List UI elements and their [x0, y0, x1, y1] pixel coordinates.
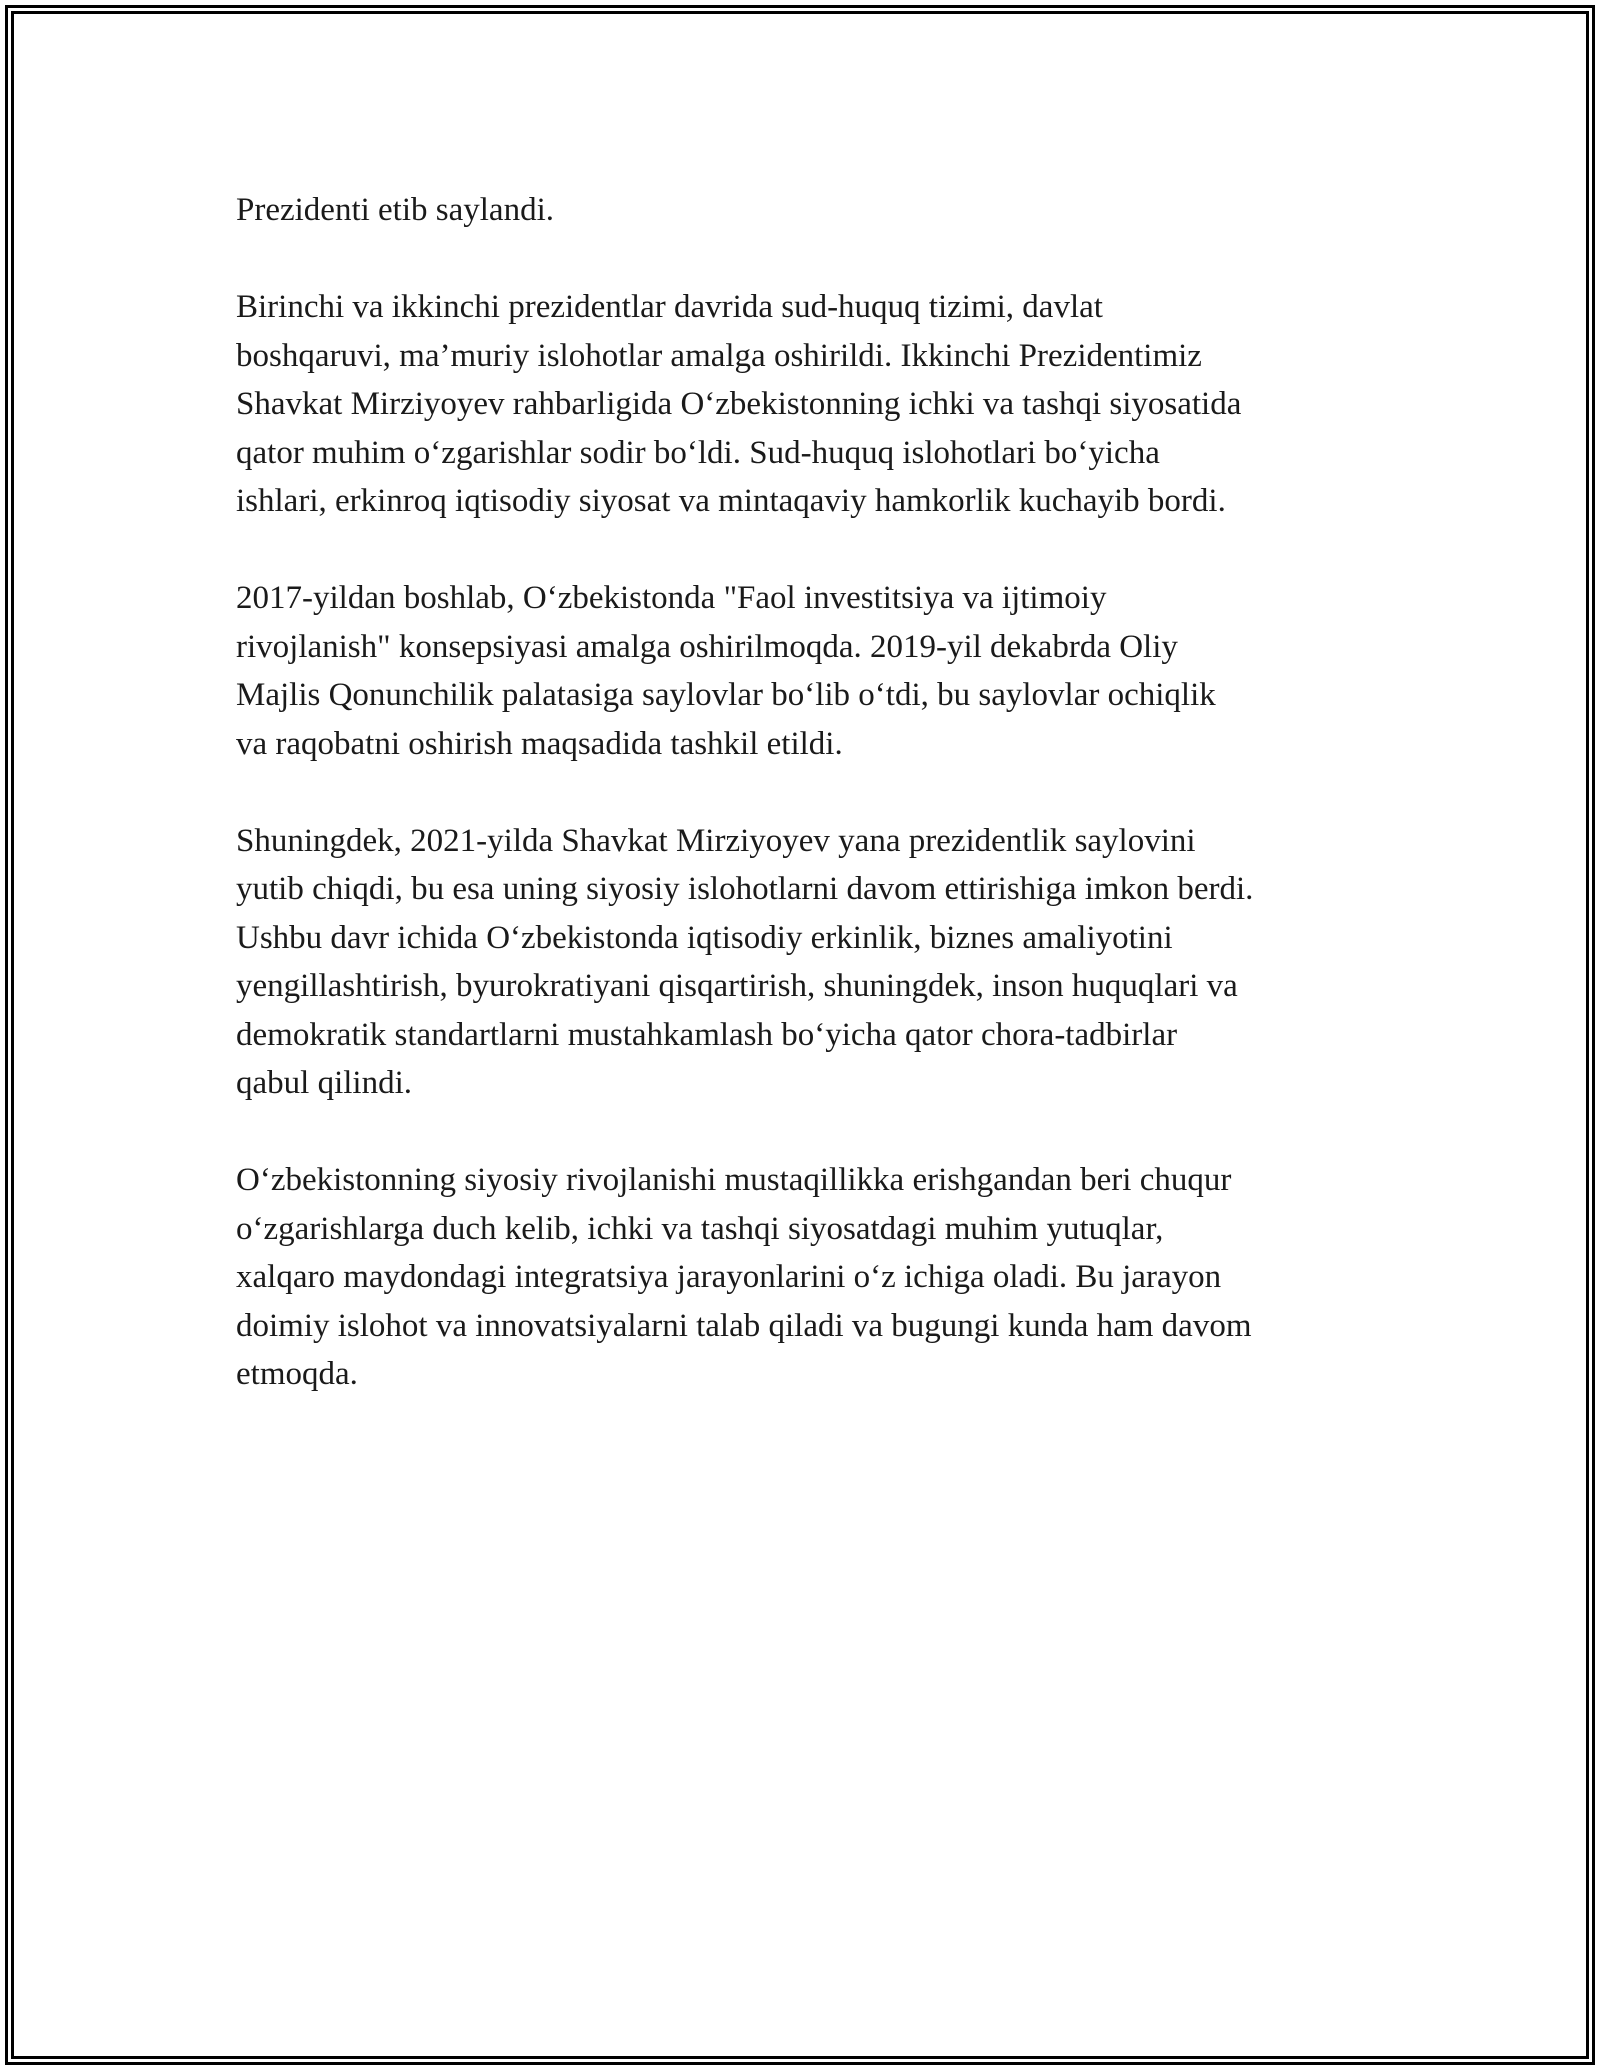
text-line: va raqobatni oshirish maqsadida tashkil etildi.	[236, 725, 843, 762]
document-body	[236, 186, 1386, 1447]
text-line: yutib chiqdi, bu esa uning siyosiy islohotlarni davom ettirishiga imkon berdi.	[236, 871, 1254, 907]
text-line: rivojlanish" konsepsiyasi amalga oshirilmoqda. 2019-yil dekabrda Oliy	[236, 628, 1178, 665]
text-line: Majlis Qonunchilik palatasiga saylovlar bo‘lib o‘tdi, bu saylovlar ochiqlik	[236, 677, 1216, 713]
paragraph-1	[236, 186, 1386, 235]
paragraph-2	[236, 283, 1386, 526]
paragraph-3	[236, 574, 1386, 768]
text-line: o‘zgarishlarga duch kelib, ichki va tashqi siyosatdagi muhim yutuqlar,	[236, 1210, 1164, 1247]
text-line: O‘zbekistonning siyosiy rivojlanishi mustaqillikka erishgandan beri chuqur	[236, 1162, 1232, 1198]
paragraph-4	[236, 817, 1386, 1108]
text-line: Shuningdek, 2021-yilda Shavkat Mirziyoyev yana prezidentlik saylovini	[236, 822, 1196, 859]
text-line: xalqaro maydondagi integratsiya jarayonlarini o‘z ichiga oladi. Bu jarayon	[236, 1259, 1222, 1295]
text-line: etmoqda.	[236, 1356, 358, 1392]
text-line: boshqaruvi, ma’muriy islohotlar amalga oshirildi. Ikkinchi Prezidentimiz	[236, 337, 1202, 374]
text-line: ishlari, erkinroq iqtisodiy siyosat va mintaqaviy hamkorlik kuchayib bordi.	[236, 483, 1226, 519]
paragraph-5	[236, 1156, 1386, 1399]
text-line: qator muhim o‘zgarishlar sodir bo‘ldi. Sud-huquq islohotlari bo‘yicha	[236, 434, 1160, 471]
text-line: Birinchi va ikkinchi prezidentlar davrida sud-huquq tizimi, davlat	[236, 289, 1103, 325]
text-line: doimiy islohot va innovatsiyalarni talab qiladi va bugungi kunda ham davom	[236, 1307, 1252, 1344]
text-line: 2017-yildan boshlab, O‘zbekistonda "Faol investitsiya va ijtimoiy	[236, 580, 1107, 616]
text-line: demokratik standartlarni mustahkamlash bo‘yicha qator chora-tadbirlar	[236, 1016, 1178, 1053]
text-line: Prezidenti etib saylandi.	[236, 192, 554, 228]
text-line: Ushbu davr ichida O‘zbekistonda iqtisodiy erkinlik, biznes amaliyotini	[236, 919, 1173, 956]
text-line: qabul qilindi.	[236, 1065, 412, 1101]
text-line: Shavkat Mirziyoyev rahbarligida O‘zbekistonning ichki va tashqi siyosatida	[236, 386, 1242, 422]
text-line: yengillashtirish, byurokratiyani qisqartirish, shuningdek, inson huquqlari va	[236, 968, 1238, 1004]
